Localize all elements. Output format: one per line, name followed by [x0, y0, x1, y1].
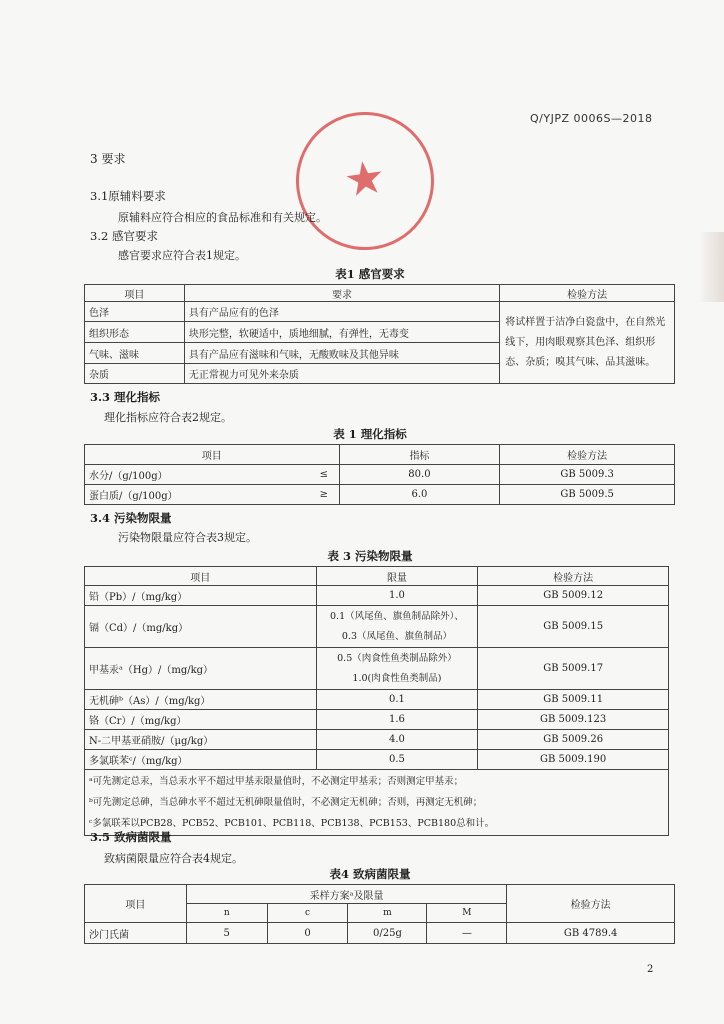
table1-method: 将试样置于洁净白瓷盘中，在自然光线下，用肉眼观察其色泽、组织形态、杂质；嗅其气味、品其滋味。 [500, 302, 675, 384]
table4-subheader: n [186, 904, 267, 923]
table3-contaminants [84, 566, 669, 836]
table3-limit-line: 0.3（凤尾鱼、旗鱼制品） [341, 630, 452, 642]
section-3-1-title: 3.1原辅料要求 [90, 189, 166, 203]
table3-header: 项目 [85, 567, 317, 586]
table1-header: 检验方法 [500, 285, 675, 302]
company-seal [287, 103, 443, 259]
table4-cell: 0/25g [348, 923, 427, 944]
table2-cell: 80.0 [339, 465, 500, 485]
table3-header: 检验方法 [478, 567, 669, 586]
section-3-title: 3 要求 [90, 152, 126, 166]
table1-cell: 组织形态 [85, 322, 185, 343]
seal-text [308, 108, 407, 122]
table2-header: 检验方法 [500, 445, 675, 465]
table4-cell: 5 [186, 923, 267, 944]
table4-header-plan: 采样方案ᵃ及限量 [186, 885, 506, 904]
table3-cell: N-二甲基亚硝胺/（μg/kg） [85, 730, 317, 750]
table3-cell: GB 5009.17 [478, 648, 669, 690]
table2-caption: 表 1 理化指标 [333, 427, 407, 441]
section-3-1-text: 原辅料应符合相应的食品标准和有关规定。 [118, 211, 327, 224]
table3-cell [316, 648, 478, 690]
table3-cell: GB 5009.12 [478, 586, 669, 606]
table2-symbol: ≥ [309, 485, 339, 505]
table1-cell: 杂质 [85, 364, 185, 384]
table3-cell: 无机砷ᵇ（As）/（mg/kg） [85, 690, 317, 710]
table4-cell: — [427, 923, 507, 944]
table4-cell: GB 4789.4 [507, 923, 675, 944]
table1-cell: 具有产品应有滋味和气味，无酸败味及其他异味 [184, 343, 499, 364]
table4-header-method: 检验方法 [507, 885, 675, 923]
seal-star-icon: ★ [340, 148, 389, 208]
table2-header: 指标 [339, 445, 500, 465]
table3-cell: 1.6 [316, 710, 478, 730]
table2-header: 项目 [85, 445, 340, 465]
table3-cell: GB 5009.123 [478, 710, 669, 730]
table4-pathogens [84, 884, 675, 944]
table2-cell: 水分/（g/100g） [85, 465, 310, 485]
table3-cell: GB 5009.26 [478, 730, 669, 750]
table3-cell: 多氯联苯ᶜ/（mg/kg） [85, 750, 317, 770]
document-code: Q/YJPZ 0006S—2018 [530, 112, 653, 125]
table1-cell: 无正常视力可见外来杂质 [184, 364, 499, 384]
table1-caption: 表1 感官要求 [335, 267, 405, 281]
table3-cell: 镉（Cd）/（mg/kg） [85, 606, 317, 648]
table2-cell: GB 5009.5 [500, 485, 675, 505]
table3-limit-line: 0.5（肉食性鱼类制品除外） [337, 652, 457, 664]
page-number: 2 [647, 964, 654, 975]
table1-sensory [84, 284, 675, 384]
table3-limit-line: 1.0(肉食性鱼类制品) [352, 672, 442, 684]
table1-cell: 色泽 [85, 302, 185, 322]
table3-cell: 1.0 [316, 586, 478, 606]
table3-cell: 0.1 [316, 690, 478, 710]
table2-cell: GB 5009.3 [500, 465, 675, 485]
section-3-2-text: 感官要求应符合表1规定。 [118, 249, 246, 262]
table3-cell: 铬（Cr）/（mg/kg） [85, 710, 317, 730]
table4-subheader: c [267, 904, 348, 923]
table2-cell: 6.0 [339, 485, 500, 505]
table3-header: 限量 [316, 567, 478, 586]
section-3-5-title: 3.5 致病菌限量 [90, 830, 172, 844]
table1-cell: 气味、滋味 [85, 343, 185, 364]
table1-header: 项目 [85, 285, 185, 302]
table2-physicochemical [84, 444, 675, 505]
table4-subheader: m [348, 904, 427, 923]
table3-note: ᶜ多氯联苯以PCB28、PCB52、PCB101、PCB118、PCB138、PCB153、PCB180总和计。 [89, 818, 495, 829]
section-3-3-text: 理化指标应符合表2规定。 [104, 411, 232, 424]
table3-cell: 4.0 [316, 730, 478, 750]
table2-cell: 蛋白质/（g/100g） [85, 485, 310, 505]
table1-cell: 具有产品应有的色泽 [184, 302, 499, 322]
table3-cell: GB 5009.190 [478, 750, 669, 770]
table3-limit-line: 0.1（风尾鱼、旗鱼制品除外）、 [330, 610, 464, 622]
table3-note: ᵇ可先测定总砷，当总砷水平不超过无机砷限量值时，不必测定无机砷；否则，再测定无机砷； [89, 797, 483, 808]
table3-cell: 甲基汞ᵃ（Hg）/（mg/kg） [85, 648, 317, 690]
table3-cell: GB 5009.15 [478, 606, 669, 648]
bleed-through-mark [698, 232, 724, 302]
table3-cell: GB 5009.11 [478, 690, 669, 710]
section-3-4-title: 3.4 污染物限量 [90, 511, 172, 525]
table1-cell: 块形完整，软硬适中，质地细腻，有弹性，无毒变 [184, 322, 499, 343]
table4-cell: 0 [267, 923, 348, 944]
table3-notes [85, 770, 669, 836]
section-3-4-text: 污染物限量应符合表3规定。 [118, 531, 257, 544]
table4-header-item: 项目 [85, 885, 187, 923]
table3-cell: 0.5 [316, 750, 478, 770]
section-3-2-title: 3.2 感官要求 [90, 229, 158, 243]
table3-cell [316, 606, 478, 648]
table3-caption: 表 3 污染物限量 [327, 549, 413, 563]
table4-subheader: M [427, 904, 507, 923]
table3-cell: 铅（Pb）/（mg/kg） [85, 586, 317, 606]
section-3-3-title: 3.3 理化指标 [90, 390, 161, 404]
table2-symbol: ≤ [309, 465, 339, 485]
table4-cell: 沙门氏菌 [85, 923, 187, 944]
section-3-5-text: 致病菌限量应符合表4规定。 [104, 852, 243, 865]
table4-caption: 表4 致病菌限量 [329, 867, 411, 881]
table1-header: 要求 [184, 285, 499, 302]
table3-note: ᵃ可先测定总汞，当总汞水平不超过甲基汞限量值时，不必测定甲基汞；否则测定甲基汞； [89, 776, 464, 787]
